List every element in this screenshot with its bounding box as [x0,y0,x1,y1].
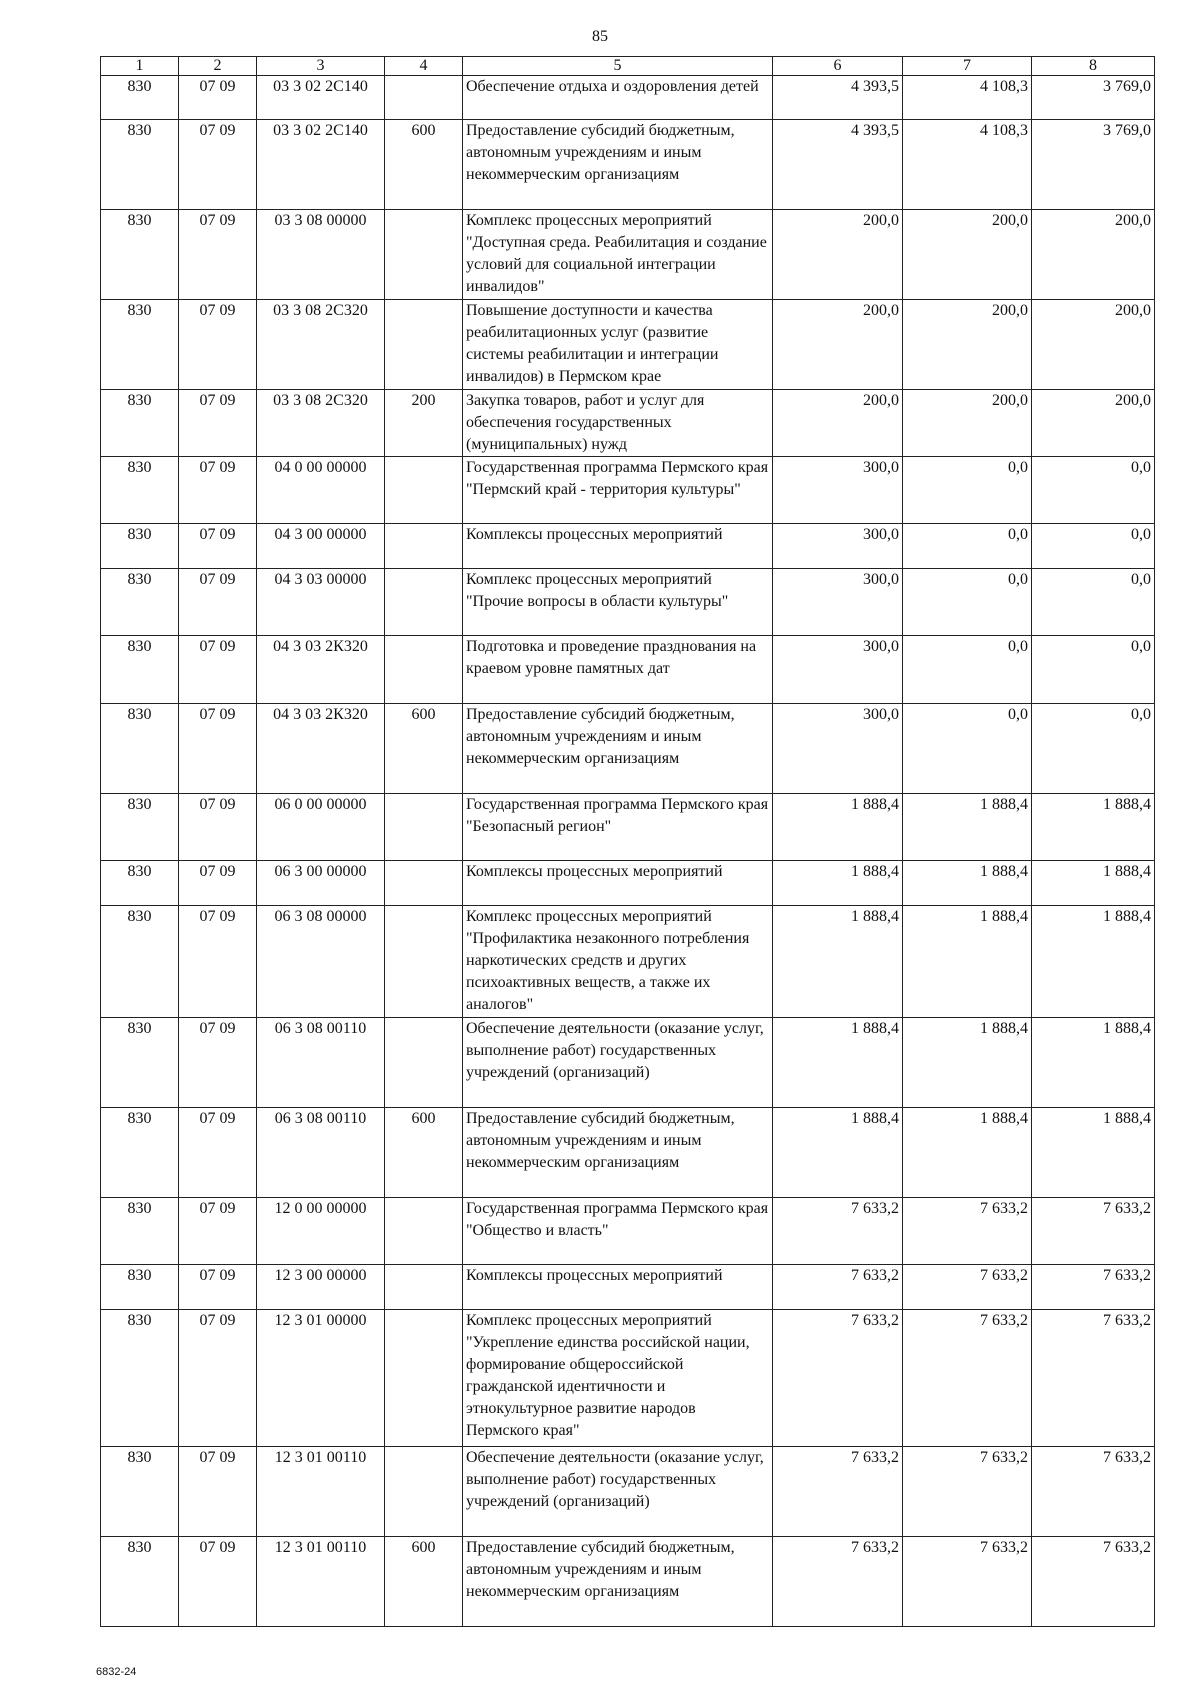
table-row [101,1310,1155,1447]
document-code: 6832-24 [96,1666,137,1678]
target-article-cell: 06 3 08 00110 [257,1108,385,1198]
amount-year3-cell: 1 888,4 [1032,861,1155,906]
section-code-cell: 07 09 [179,1018,257,1108]
table-row [101,1537,1155,1627]
column-header: 2 [179,57,257,76]
amount-year1-cell: 1 888,4 [773,794,903,861]
section-code-cell: 07 09 [179,1310,257,1447]
chapter-code-cell: 830 [101,457,179,524]
expense-type-cell [385,861,463,906]
target-article-cell: 06 3 08 00000 [257,906,385,1018]
header-row [101,57,1155,76]
section-code-cell: 07 09 [179,300,257,390]
expense-type-cell: 600 [385,1108,463,1198]
amount-year3-cell: 1 888,4 [1032,794,1155,861]
table-row [101,120,1155,210]
amount-year1-cell: 300,0 [773,569,903,636]
amount-year1-cell: 300,0 [773,704,903,794]
target-article-cell: 03 3 08 2С320 [257,300,385,390]
expense-type-cell [385,1198,463,1265]
amount-year2-cell: 7 633,2 [903,1447,1032,1537]
description-cell: Предоставление субсидий бюджетным, автономным учреждениям и иным некоммерческим организациям [463,704,773,794]
chapter-code-cell: 830 [101,1310,179,1447]
description-cell: Государственная программа Пермского края "Безопасный регион" [463,794,773,861]
chapter-code-cell: 830 [101,120,179,210]
amount-year2-cell: 200,0 [903,390,1032,457]
description-cell: Комплексы процессных мероприятий [463,1265,773,1310]
description-cell: Предоставление субсидий бюджетным, автономным учреждениям и иным некоммерческим организациям [463,1537,773,1627]
chapter-code-cell: 830 [101,1018,179,1108]
amount-year1-cell: 7 633,2 [773,1537,903,1627]
section-code-cell: 07 09 [179,636,257,704]
table-row [101,1198,1155,1265]
target-article-cell: 04 3 03 2К320 [257,704,385,794]
chapter-code-cell: 830 [101,569,179,636]
expense-type-cell [385,1018,463,1108]
section-code-cell: 07 09 [179,76,257,120]
amount-year3-cell: 1 888,4 [1032,1018,1155,1108]
amount-year2-cell: 1 888,4 [903,906,1032,1018]
description-cell: Комплексы процессных мероприятий [463,861,773,906]
table-row [101,906,1155,1018]
amount-year1-cell: 1 888,4 [773,906,903,1018]
section-code-cell: 07 09 [179,1537,257,1627]
table-row [101,569,1155,636]
amount-year2-cell: 7 633,2 [903,1198,1032,1265]
target-article-cell: 12 3 01 00110 [257,1537,385,1627]
target-article-cell: 04 3 03 00000 [257,569,385,636]
chapter-code-cell: 830 [101,636,179,704]
amount-year1-cell: 4 393,5 [773,76,903,120]
amount-year1-cell: 300,0 [773,636,903,704]
amount-year3-cell: 7 633,2 [1032,1447,1155,1537]
section-code-cell: 07 09 [179,457,257,524]
amount-year3-cell: 200,0 [1032,300,1155,390]
table-body [101,76,1155,1627]
amount-year1-cell: 1 888,4 [773,1018,903,1108]
table-row [101,524,1155,569]
amount-year3-cell: 0,0 [1032,524,1155,569]
description-cell: Обеспечение отдыха и оздоровления детей [463,76,773,120]
column-header: 3 [257,57,385,76]
table-row [101,76,1155,120]
section-code-cell: 07 09 [179,1265,257,1310]
page-number: 85 [592,28,608,45]
amount-year1-cell: 200,0 [773,390,903,457]
description-cell: Комплекс процессных мероприятий "Прочие вопросы в области культуры" [463,569,773,636]
target-article-cell: 03 3 02 2С140 [257,76,385,120]
amount-year2-cell: 1 888,4 [903,1018,1032,1108]
section-code-cell: 07 09 [179,569,257,636]
section-code-cell: 07 09 [179,120,257,210]
section-code-cell: 07 09 [179,861,257,906]
table-row [101,794,1155,861]
target-article-cell: 04 3 03 2К320 [257,636,385,704]
target-article-cell: 03 3 02 2С140 [257,120,385,210]
amount-year3-cell: 0,0 [1032,636,1155,704]
section-code-cell: 07 09 [179,704,257,794]
chapter-code-cell: 830 [101,1265,179,1310]
expense-type-cell: 200 [385,390,463,457]
amount-year2-cell: 4 108,3 [903,120,1032,210]
budget-table [100,56,1155,1627]
amount-year3-cell: 0,0 [1032,569,1155,636]
chapter-code-cell: 830 [101,390,179,457]
description-cell: Государственная программа Пермского края "Пермский край - территория культуры" [463,457,773,524]
target-article-cell: 12 3 01 00000 [257,1310,385,1447]
amount-year2-cell: 1 888,4 [903,1108,1032,1198]
amount-year3-cell: 7 633,2 [1032,1265,1155,1310]
amount-year1-cell: 7 633,2 [773,1198,903,1265]
amount-year3-cell: 0,0 [1032,457,1155,524]
description-cell: Обеспечение деятельности (оказание услуг, выполнение работ) государственных учреждений (организаций) [463,1018,773,1108]
expense-type-cell [385,210,463,300]
amount-year2-cell: 4 108,3 [903,76,1032,120]
section-code-cell: 07 09 [179,524,257,569]
table-row [101,636,1155,704]
column-header: 8 [1032,57,1155,76]
amount-year2-cell: 0,0 [903,636,1032,704]
table-row [101,457,1155,524]
chapter-code-cell: 830 [101,1198,179,1265]
amount-year1-cell: 7 633,2 [773,1310,903,1447]
target-article-cell: 06 3 08 00110 [257,1018,385,1108]
target-article-cell: 04 0 00 00000 [257,457,385,524]
amount-year1-cell: 4 393,5 [773,120,903,210]
chapter-code-cell: 830 [101,794,179,861]
expense-type-cell [385,636,463,704]
amount-year1-cell: 1 888,4 [773,1108,903,1198]
amount-year2-cell: 0,0 [903,457,1032,524]
section-code-cell: 07 09 [179,1108,257,1198]
table-row [101,861,1155,906]
amount-year2-cell: 7 633,2 [903,1310,1032,1447]
expense-type-cell [385,794,463,861]
description-cell: Обеспечение деятельности (оказание услуг, выполнение работ) государственных учреждений (организаций) [463,1447,773,1537]
amount-year2-cell: 0,0 [903,704,1032,794]
amount-year1-cell: 200,0 [773,300,903,390]
target-article-cell: 03 3 08 00000 [257,210,385,300]
expense-type-cell [385,1447,463,1537]
description-cell: Закупка товаров, работ и услуг для обеспечения государственных (муниципальных) нужд [463,390,773,457]
column-header: 5 [463,57,773,76]
amount-year3-cell: 0,0 [1032,704,1155,794]
amount-year3-cell: 1 888,4 [1032,1108,1155,1198]
chapter-code-cell: 830 [101,906,179,1018]
description-cell: Комплекс процессных мероприятий "Профилактика незаконного потребления наркотических средств и других психоактивных веществ, а также их аналогов" [463,906,773,1018]
description-cell: Государственная программа Пермского края "Общество и власть" [463,1198,773,1265]
target-article-cell: 06 0 00 00000 [257,794,385,861]
amount-year3-cell: 7 633,2 [1032,1537,1155,1627]
amount-year2-cell: 1 888,4 [903,861,1032,906]
description-cell: Комплекс процессных мероприятий "Доступная среда. Реабилитация и создание условий для социальной интеграции инвалидов" [463,210,773,300]
expense-type-cell: 600 [385,1537,463,1627]
chapter-code-cell: 830 [101,210,179,300]
expense-type-cell: 600 [385,120,463,210]
amount-year1-cell: 1 888,4 [773,861,903,906]
expense-type-cell [385,76,463,120]
description-cell: Комплекс процессных мероприятий "Укрепление единства российской нации, формирование общероссийской гражданской идентичности и этнокультурное развитие народов Пермского края" [463,1310,773,1447]
section-code-cell: 07 09 [179,906,257,1018]
expense-type-cell [385,906,463,1018]
target-article-cell: 12 3 00 00000 [257,1265,385,1310]
chapter-code-cell: 830 [101,861,179,906]
target-article-cell: 12 0 00 00000 [257,1198,385,1265]
table-row [101,210,1155,300]
expense-type-cell [385,1265,463,1310]
description-cell: Предоставление субсидий бюджетным, автономным учреждениям и иным некоммерческим организациям [463,120,773,210]
amount-year1-cell: 7 633,2 [773,1447,903,1537]
amount-year3-cell: 3 769,0 [1032,120,1155,210]
column-header: 1 [101,57,179,76]
amount-year1-cell: 300,0 [773,457,903,524]
chapter-code-cell: 830 [101,300,179,390]
table-row [101,1108,1155,1198]
amount-year3-cell: 7 633,2 [1032,1198,1155,1265]
chapter-code-cell: 830 [101,524,179,569]
chapter-code-cell: 830 [101,1447,179,1537]
table-row [101,390,1155,457]
description-cell: Подготовка и проведение празднования на краевом уровне памятных дат [463,636,773,704]
amount-year2-cell: 7 633,2 [903,1537,1032,1627]
section-code-cell: 07 09 [179,794,257,861]
description-cell: Предоставление субсидий бюджетным, автономным учреждениям и иным некоммерческим организациям [463,1108,773,1198]
chapter-code-cell: 830 [101,704,179,794]
table-row [101,1018,1155,1108]
target-article-cell: 12 3 01 00110 [257,1447,385,1537]
amount-year1-cell: 7 633,2 [773,1265,903,1310]
section-code-cell: 07 09 [179,390,257,457]
section-code-cell: 07 09 [179,1447,257,1537]
table-row [101,1447,1155,1537]
amount-year1-cell: 300,0 [773,524,903,569]
amount-year3-cell: 3 769,0 [1032,76,1155,120]
expense-type-cell [385,300,463,390]
column-header: 4 [385,57,463,76]
amount-year3-cell: 1 888,4 [1032,906,1155,1018]
amount-year3-cell: 200,0 [1032,210,1155,300]
expense-type-cell [385,1310,463,1447]
amount-year3-cell: 7 633,2 [1032,1310,1155,1447]
column-header: 6 [773,57,903,76]
expense-type-cell [385,569,463,636]
amount-year3-cell: 200,0 [1032,390,1155,457]
chapter-code-cell: 830 [101,76,179,120]
chapter-code-cell: 830 [101,1537,179,1627]
description-cell: Комплексы процессных мероприятий [463,524,773,569]
section-code-cell: 07 09 [179,1198,257,1265]
amount-year2-cell: 200,0 [903,300,1032,390]
expense-type-cell [385,524,463,569]
amount-year2-cell: 0,0 [903,569,1032,636]
expense-type-cell [385,457,463,524]
amount-year2-cell: 1 888,4 [903,794,1032,861]
column-header: 7 [903,57,1032,76]
target-article-cell: 04 3 00 00000 [257,524,385,569]
table-row [101,704,1155,794]
section-code-cell: 07 09 [179,210,257,300]
target-article-cell: 06 3 00 00000 [257,861,385,906]
chapter-code-cell: 830 [101,1108,179,1198]
amount-year2-cell: 0,0 [903,524,1032,569]
amount-year2-cell: 200,0 [903,210,1032,300]
amount-year2-cell: 7 633,2 [903,1265,1032,1310]
table-row [101,1265,1155,1310]
description-cell: Повышение доступности и качества реабилитационных услуг (развитие системы реабилитации и интеграции инвалидов) в Пермском крае [463,300,773,390]
amount-year1-cell: 200,0 [773,210,903,300]
table-row [101,300,1155,390]
target-article-cell: 03 3 08 2С320 [257,390,385,457]
expense-type-cell: 600 [385,704,463,794]
